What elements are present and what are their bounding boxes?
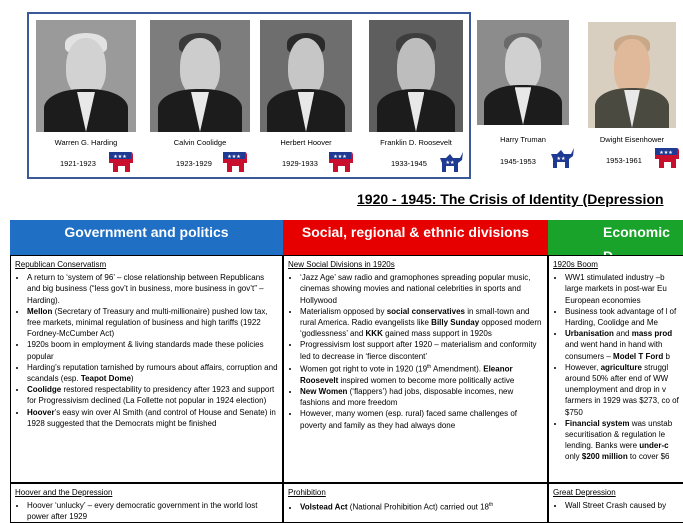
column-header-social: Social, regional & ethnic divisions (283, 220, 548, 255)
democratic-donkey-icon (436, 150, 464, 174)
government-cell-2 (10, 483, 283, 523)
portrait-harding (36, 20, 136, 132)
bullet-list (15, 272, 278, 429)
portrait-eisenhower (588, 22, 676, 128)
section-heading: New Social Divisions in 1920s (288, 260, 395, 269)
list-item: • Women got right to vote in 1920 (19th Amendment). Eleanor Roosevelt inspired women to become more politically active (300, 362, 543, 386)
list-item: • Urbanisation and mass prod and went hand in hand with consumers – Model T Ford b (565, 328, 683, 362)
list-item: • A return to ‘system of 96’ – close relationship between Republicans and big business (“less gov’t in business, more business in gov’t” – Harding). (27, 272, 278, 306)
list-item: • Harding’s reputation tarnished by rumours about affairs, corruption and scandals (esp. Teapot Dome) (27, 362, 278, 384)
list-item: • Coolidge restored respectability to presidency after 1923 and support for Progressivism declined (La Follette not popular in 1924 election) (27, 384, 278, 406)
president-name: Warren G. Harding (54, 138, 118, 147)
president-years: 1933-1945 (391, 159, 427, 168)
svg-text:★★★: ★★★ (227, 154, 241, 160)
bullet-list (288, 500, 543, 513)
section-heading: Republican Conservatism (15, 260, 107, 269)
list-item: • Volstead Act (National Prohibition Act) carried out 18th (300, 500, 543, 513)
republican-elephant-icon (652, 146, 680, 170)
section-heading: 1920s Boom (553, 260, 598, 269)
list-item: • Hoover ‘unlucky’ – every democratic government in the world lost power after 1929 (27, 500, 278, 522)
president-years: 1945-1953 (500, 157, 536, 166)
republican-elephant-icon (220, 150, 248, 174)
list-item: • ‘Jazz Age’ saw radio and gramophones spreading popular music, cinemas showing movies and national celebrities in sports and Hollywood (300, 272, 543, 306)
svg-text:★★★: ★★★ (333, 154, 347, 160)
economic-cell-2 (548, 483, 683, 523)
president-years: 1923-1929 (176, 159, 212, 168)
portrait-truman (477, 20, 569, 125)
president-years: 1953-1961 (606, 156, 642, 165)
president-years: 1929-1933 (282, 159, 318, 168)
svg-text:★★★: ★★★ (659, 150, 673, 156)
president-name: Harry Truman (500, 135, 546, 144)
section-heading: Hoover and the Depression (15, 488, 113, 497)
list-item: • Mellon (Secretary of Treasury and multi-millionaire) pushed low tax, free markets, minimal regulation of business and high tariffs (1922 Fordney-McCumber Act) (27, 306, 278, 340)
portrait-hoover (260, 20, 352, 132)
svg-text:★★: ★★ (445, 160, 455, 166)
list-item: • However, many women (esp. rural) faced same challenges of poverty and family as they had always done (300, 408, 543, 430)
list-item: • WW1 stimulated industry –b large markets in post-war Eu European economies (565, 272, 683, 306)
president-name: Franklin D. Roosevelt (380, 138, 452, 147)
democratic-donkey-icon (547, 146, 575, 170)
president-years: 1921-1923 (60, 159, 96, 168)
social-cell-2 (283, 483, 548, 523)
president-name: Dwight Eisenhower (599, 135, 665, 144)
list-item: • New Women (‘flappers’) had jobs, disposable incomes, new fashions and more freedom (300, 386, 543, 408)
column-header-economic: Economic D (548, 220, 683, 255)
bullet-list (15, 500, 278, 522)
list-item: • Hoover’s easy win over Al Smith (and control of House and Senate) in 1928 suggested that the Democrats might be finished (27, 407, 278, 429)
social-cell (283, 255, 548, 483)
portrait-coolidge (150, 20, 250, 132)
economic-cell (548, 255, 683, 483)
republican-elephant-icon (106, 150, 134, 174)
president-name: Calvin Coolidge (173, 138, 227, 147)
bullet-list (553, 272, 683, 462)
page-title: 1920 - 1945: The Crisis of Identity (Depression (357, 191, 664, 207)
list-item: • Materialism opposed by social conservatives in small-town and rural America. Radio evangelists like Billy Sunday opposed modern ‘godlessness’ and KKK gained mass support in 1920s (300, 306, 543, 340)
list-item: • Wall Street Crash caused by (565, 500, 683, 511)
svg-text:★★: ★★ (556, 156, 566, 162)
list-item: • Progressivism lost support after 1920 – materialism and conformity led to decrease in ‘fierce discontent’ (300, 339, 543, 361)
list-item: • 1920s boom in employment & living standards made these policies popular (27, 339, 278, 361)
svg-text:★★★: ★★★ (113, 154, 127, 160)
republican-elephant-icon (326, 150, 354, 174)
list-item: • Business took advantage of l of Harding, Coolidge and Me (565, 306, 683, 328)
list-item: • Financial system was unstab securitisation & regulation le lending. Banks were under-c only $200 million to cover $6 (565, 418, 683, 463)
column-header-government: Government and politics (10, 220, 283, 255)
bullet-list (553, 500, 683, 511)
section-heading: Great Depression (553, 488, 616, 497)
president-name: Herbert Hoover (280, 138, 332, 147)
section-heading: Prohibition (288, 488, 326, 497)
portrait-roosevelt (369, 20, 463, 132)
list-item: • However, agriculture struggl around 50% after end of WW unemployment and drop in v farmers in 1929 was $273, co of $750 (565, 362, 683, 418)
bullet-list (288, 272, 543, 431)
government-cell (10, 255, 283, 483)
